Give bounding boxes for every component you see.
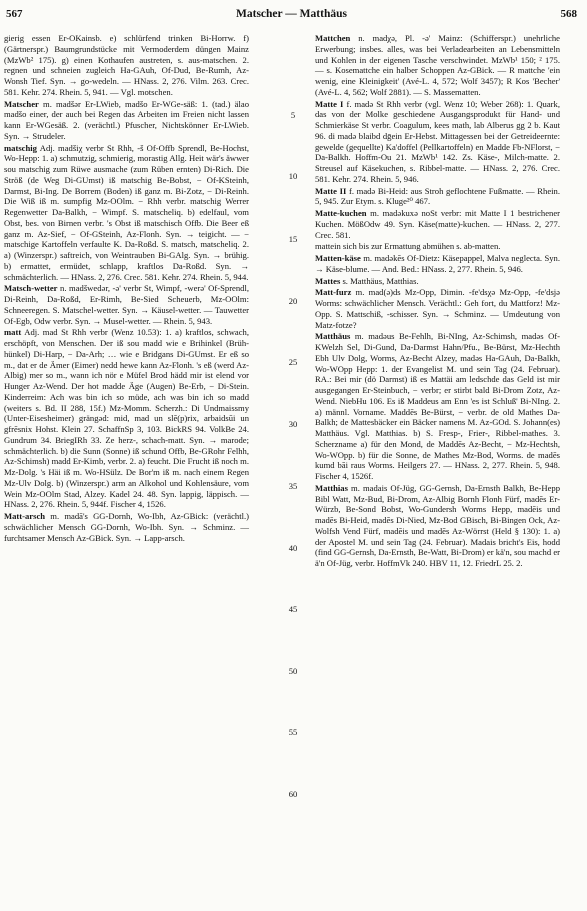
dictionary-entry bbox=[4, 511, 249, 543]
entry-headword: Matscher bbox=[4, 98, 39, 109]
dictionary-entry bbox=[315, 208, 560, 240]
dictionary-entry bbox=[315, 483, 560, 569]
dictionary-entry bbox=[4, 99, 249, 142]
dictionary-entry bbox=[4, 33, 249, 98]
entry-text: f. madə St Rhh verbr (vgl. Wenz 10; Weber 268): 1. Quark, das von der Molke geschiedene Ausgangsprodukt für Hand- und Schmierkäse St verbr. Coagulum, kees math, lab Alberus gg 2 b. Kaut 96. di madə blaibd dḡein Er-Hebst. Mittagessen bei der Getreideernte: gewelde (gequellte) Ka'doffel (Pellkartoffeln) en Madde Fb-NFlorst, − Da-Balkh. Hoffm-Ou 21. MzWb¹ 142. Zs. Käse-, Milch-matte. 2. Streusel auf Käsekuchen, s. Ribbel-matte. — HNass. 2, 276. Crec. 581. Kehr. 274. Rhein. 5, 946. bbox=[315, 98, 560, 184]
dictionary-entry bbox=[315, 331, 560, 482]
dictionary-entry bbox=[315, 276, 560, 287]
entry-headword: Matt-furz bbox=[315, 287, 352, 298]
entry-text: f. madə Bi-Heid: aus Stroh geflochtene Fußmatte. — Rhein. 5, 945. Zur Etym. s. Kluge²⁰ 467. bbox=[315, 185, 560, 207]
entry-headword: Mattes bbox=[315, 275, 341, 286]
entry-headword: matschig bbox=[4, 142, 37, 153]
entry-text: n. madχə, Pl. -ə' Mainz: (Schifferspr.) unehrliche Erwerbung; insbes. alles, was bei Verladearbeiten an Lebensmitteln und Kohlen in der eigenen Tasche verschwindet. MzWb¹ 150; ² 175. — s. Kosemattche ein halber Schoppen Az-GBick. — R mattche 'ein wenig, eine Kleinigkeit' (Avé-L. 4, 572; Wolf 3457); R Kos 'Becher' (Avé-L. 4, 562; Wolf 2881). — S. Massematten. bbox=[315, 33, 560, 97]
entry-headword: Mattchen bbox=[315, 33, 351, 43]
entry-text: m. madšər Er-LWieb, madšo Er-WGe-säß: 1. (tad.) älao madšo einer, der auch bei Regen das Arbeiten im Freien nicht lassen kann Er-WGesäß. 2. (verächtl.) Pfuscher, Nichtskönner Er-LWieb. Syn. → Strudeler. bbox=[4, 98, 249, 141]
line-number: 25 bbox=[288, 357, 298, 367]
entry-text: m. madā's GG-Dornh, Wo-Ibh, Az-GBick: (verächtl.) schwächlicher Mensch GG-Dornh, Wo-Ibh. Syn. → Schminz. — furchtsamer Mensch Az-GBick. Syn. → Lapp-arsch. bbox=[4, 511, 249, 543]
dictionary-entry bbox=[4, 283, 249, 326]
dictionary-entry bbox=[315, 33, 560, 98]
entry-text: gierig essen Er-OKainsb. e) schlürfend trinken Bi-Horrw. f) (Gärtnerspr.) Baumgrundstücke mit Vermoderdem düngen Mainz (MzWb² 175). g) einen Kothaufen austreten, s. aus-matschen. 2. regnen und schneien zugleich Ha-GAuh, Of-Dud, Be-Rumh, Az-Wonsh Tief. Syn. → go-wedeln. — HNass. 2, 276. Vilm. 263. Crec. 581. Kehr. 274. Rhein. 5, 941. — Vgl. motschen. bbox=[4, 33, 249, 97]
dictionary-entry bbox=[315, 186, 560, 208]
line-number: 30 bbox=[288, 419, 298, 429]
dictionary-entry bbox=[4, 327, 249, 510]
entry-text: m. madəkuxə noSt verbr: mit Matte I 1 bestrichener Kuchen. MößOdw 49. Syn. Käse(matte)-kuchen. — HNass. 2, 277. Crec. 581. bbox=[315, 208, 560, 240]
entry-text: Adj. madšiχ verbr St Rhh, -š Of-Offb Sprendl, Be-Hochst, Wo-Hepp: 1. a) schmutzig, schmierig, morastig Allg. Heit wär's äwwer sou matschig zum Rüwe ausmache (zum Rüben ernten) Di-Rich. Die Ströß (de Weg Di-GUmst) iß matschig Be-Bobst, − Of-KSteinh, Darmst, Bi-Ing. De Borrem (Boden) iß ganz m. Bi-Zotz, − Di-Reinh. Die Wiß iß m. sumpfig Mz-OOlm. − Rhh verbr. matschig Werrer Regenwetter Da-Balkh, − Wimpf. S. matscheliq. b) edelfaul, vom Obst, bes. von Birnen verbr. 's Obst iß matschisch Offb. Die Beer eß ganz m. Az-Sief, − Of-GSteinh, Az-Flonh. Syn. → teigicht. — − matschige Kartoffeln verfaulte K. Da-Roßd. S. matsch, matscheliq. 2. a) (Winzerspr.) saftreich, von Weintrauben Bi-GAlg. Syn. → brühig. b) ermattet, ermüdet, schlapp, kraftlos Da-Roßd. Syn. → schmächterlich. — HNass. 2, 276. Crec. 581. Kehr. 274. Rhein. 5, 944. bbox=[4, 142, 249, 282]
entry-headword: Matt-arsch bbox=[4, 511, 46, 521]
entry-text: m. madais Of-Jüg, GG-Gernsh, Da-Ernsth Balkh, Be-Hepp Bibl Watt, Mz-Bud, Bi-Drom, Az-Albig Bornh Flonh Fürf, madēs Er-Würzb, Be-Sond Bobst, Wo-Gundersh Worms Hepp, madēis und madēs Bi-Heid, madēs Di-Nied, Mz-Bod GBisch, Bi-Bingen Ock, Az-Wolfsh Vend Fürf, madēis und madēs Az-Wörrst (Held § 130): 1. a) der Apostel M. und sein Tag (24. Februar). Madais bricht's Eis, hodd (find GG-Gernsh, Da-Ernsth, Be-Watt, Bi-Drom) er kä'n, sou machd er ä'n Of-Jüg, verbr. HoffmVk 240. HBV 11, 12. FriedrL 25. 2. bbox=[315, 482, 560, 568]
left-column bbox=[4, 33, 249, 543]
entry-headword: Matthias bbox=[315, 482, 348, 493]
dictionary-entry bbox=[315, 253, 560, 275]
line-number: 50 bbox=[288, 666, 298, 676]
dictionary-entry bbox=[4, 143, 249, 283]
entry-text: m. madəus Be-Fehlh, Bi-NIng, Az-Schimsh, madəs Of-KWelzh Sel, Di-Gund, Da-Darmst Hahn/Pfu., Be-Bürst, Mz-Hechth Ebh Ulv Dolg, Worms, Az-Becht Alzey, madəs Ha-GAuh, Da-Balkh, Wo-WOpp Hepp: 1. der Evangelist M. und sein Tag (24. Februar). RA.: Bei mir (dö Darmst) iß es Mattäi am ledschde das Geld ist mir ausgegangen Er-Steinbuch, − verbr; er stirbt bald Bi-Drom Zotz, Az-Wend. NiebHu 106. Es iß Maddeus am Enn 'es ist Schluß' Bi-NIng. 2. a) männl. Vorname. Maddēs Be-Bürst, − verbr. de old Mathes Da-Balkh; de Mattesbäcker ein Bäcker namens M. Az-GOd. S. Johann(es) Matthäus. Vgl. Matthias. b) S. Fresp-, Frier-, Ribbel-mathes. 3. Scherzname a) für den Mond, de Maddēs Az-Becht, − Mz-Hechtsh, Wo-WOpp. b) für die Sonne, de Mathes Mz-Bod, Worms. de madēs kumd bāi raus Worms. Heilgers 27. — HNass. 2, 277. Rhein. 5, 948. Fischer 4, 1526f. bbox=[315, 331, 560, 481]
entry-headword: Matthäus bbox=[315, 331, 351, 342]
running-title: Matscher — Matthäus bbox=[236, 8, 347, 20]
line-number: 5 bbox=[290, 110, 296, 120]
entry-headword: Matten-käse bbox=[315, 253, 361, 263]
dictionary-entry bbox=[315, 99, 560, 185]
line-number: 55 bbox=[288, 727, 298, 737]
page-number-left: 567 bbox=[6, 8, 23, 20]
line-number: 45 bbox=[288, 604, 298, 614]
page-number-right: 568 bbox=[560, 8, 577, 20]
entry-headword: Matsch-wetter bbox=[4, 283, 58, 294]
line-number: 20 bbox=[288, 296, 298, 306]
dictionary-entry bbox=[315, 241, 560, 252]
dictionary-entry bbox=[315, 287, 560, 330]
entry-headword: Matte I bbox=[315, 98, 344, 109]
right-column bbox=[315, 33, 560, 569]
page-header bbox=[6, 8, 577, 26]
entry-text: mattein sich bis zur Ermattung abmühen s. ab-matten. bbox=[315, 241, 501, 252]
line-number: 40 bbox=[288, 543, 298, 553]
line-number: 10 bbox=[288, 171, 298, 181]
entry-text: Adj. mad St Rhh verbr (Wenz 10.53): 1. a) kraftlos, schwach, erschöpft, von Menschen. Der iß sou madd wie e Brihinkel (Brüh-hünkel) Di-Harp, − Da-Arh; … wie e Bridgans Di-GUmst. Er eß so m., dat er de Ämer (Eimer) nedd hewe kann Az-Flonh. 's eß (werd Az-Albig) mer so m., wann ich nör e Müfel Brod hädd mir ist elend vor Hunger Az-Wend. Der hot madde Äge (Augen) Be-Erb, − Di-Stein. Kinderreim: Ach was bin ich so müde, ach was bin ich so madd (weiters s. Bd. II 288, 15f.) Mz-Momm. Scherzh.: Di Undmaissmy (Unter-Eisesheimer) grängəd: mid, mad un slē(p)rix, arbaidsūi un gfrēsnix Hohst. Klein 27. SchaffnSp 3, 103. BickRS 94. VolkBe 24. Gundrum 34. BriegIRh 33. Ze herz-, schach-matt. Syn. → marode; schmächterlich. b) die Sunn (Sonne) iß schund Offb, Be-GRohr Felhh, Az-Schimsh) madd Er-Kimb, verbr. 2. a) feucht. Die Frucht iß noch m. Mz-Dolg. 's Häi iß m. Wo-HSülz. De Bor'm iß m. nach einem Regen Mz-Ulv Dolg. b) (Winzerspr.) arm an Alkohol und Kohlensäure, vom Wein Mz-OOlm Stad, Alzey. Kadel 24. 48. Syn. lappig, läppisch. — HNass. 2, 276. Rhein. 5, 944f. Fischer 4, 1526. bbox=[4, 327, 249, 510]
line-number: 60 bbox=[288, 789, 298, 799]
line-number: 15 bbox=[288, 234, 298, 244]
entry-headword: Matte II bbox=[315, 185, 347, 196]
entry-text: n. madšwedər, -ə' verbr St, Wimpf, -werə' Of-Sprendl, Di-Reinh, Da-Roßd, Er-Rimh, Be-Sied Scheuerb, Mz-OOlm: Schneeregen. S. Matschel-wetter. Syn. → Käusel-wetter. — Tauwetter Of-Egb, Odw verbr. Syn. → Musel-wetter. — Rhein. 5, 943. bbox=[4, 283, 249, 326]
entry-headword: matt bbox=[4, 327, 22, 338]
line-number: 35 bbox=[288, 481, 298, 491]
entry-text: m. mad(ə)ds Mz-Opp, Dimin. -fe'dsχə Mz-Opp, -fe'dsjə Worms: schwächlicher Mensch. Verächtl.: Geh fort, du Mattforz! Mz-Opp. S. Mattschiß, -schisser. Syn. → Schminz. — Umdeutung von Matz-fotze? bbox=[315, 287, 560, 330]
entry-text: s. Matthäus, Matthias. bbox=[340, 275, 419, 286]
entry-text: m. madəkēs Of-Dietz: Käsepappel, Malva neglecta. Syn. → Käse-blume. — And. Bed.: HNass. 2, 277. Rhein. 5, 946. bbox=[315, 253, 560, 274]
entry-headword: Matte-kuchen bbox=[315, 208, 367, 218]
